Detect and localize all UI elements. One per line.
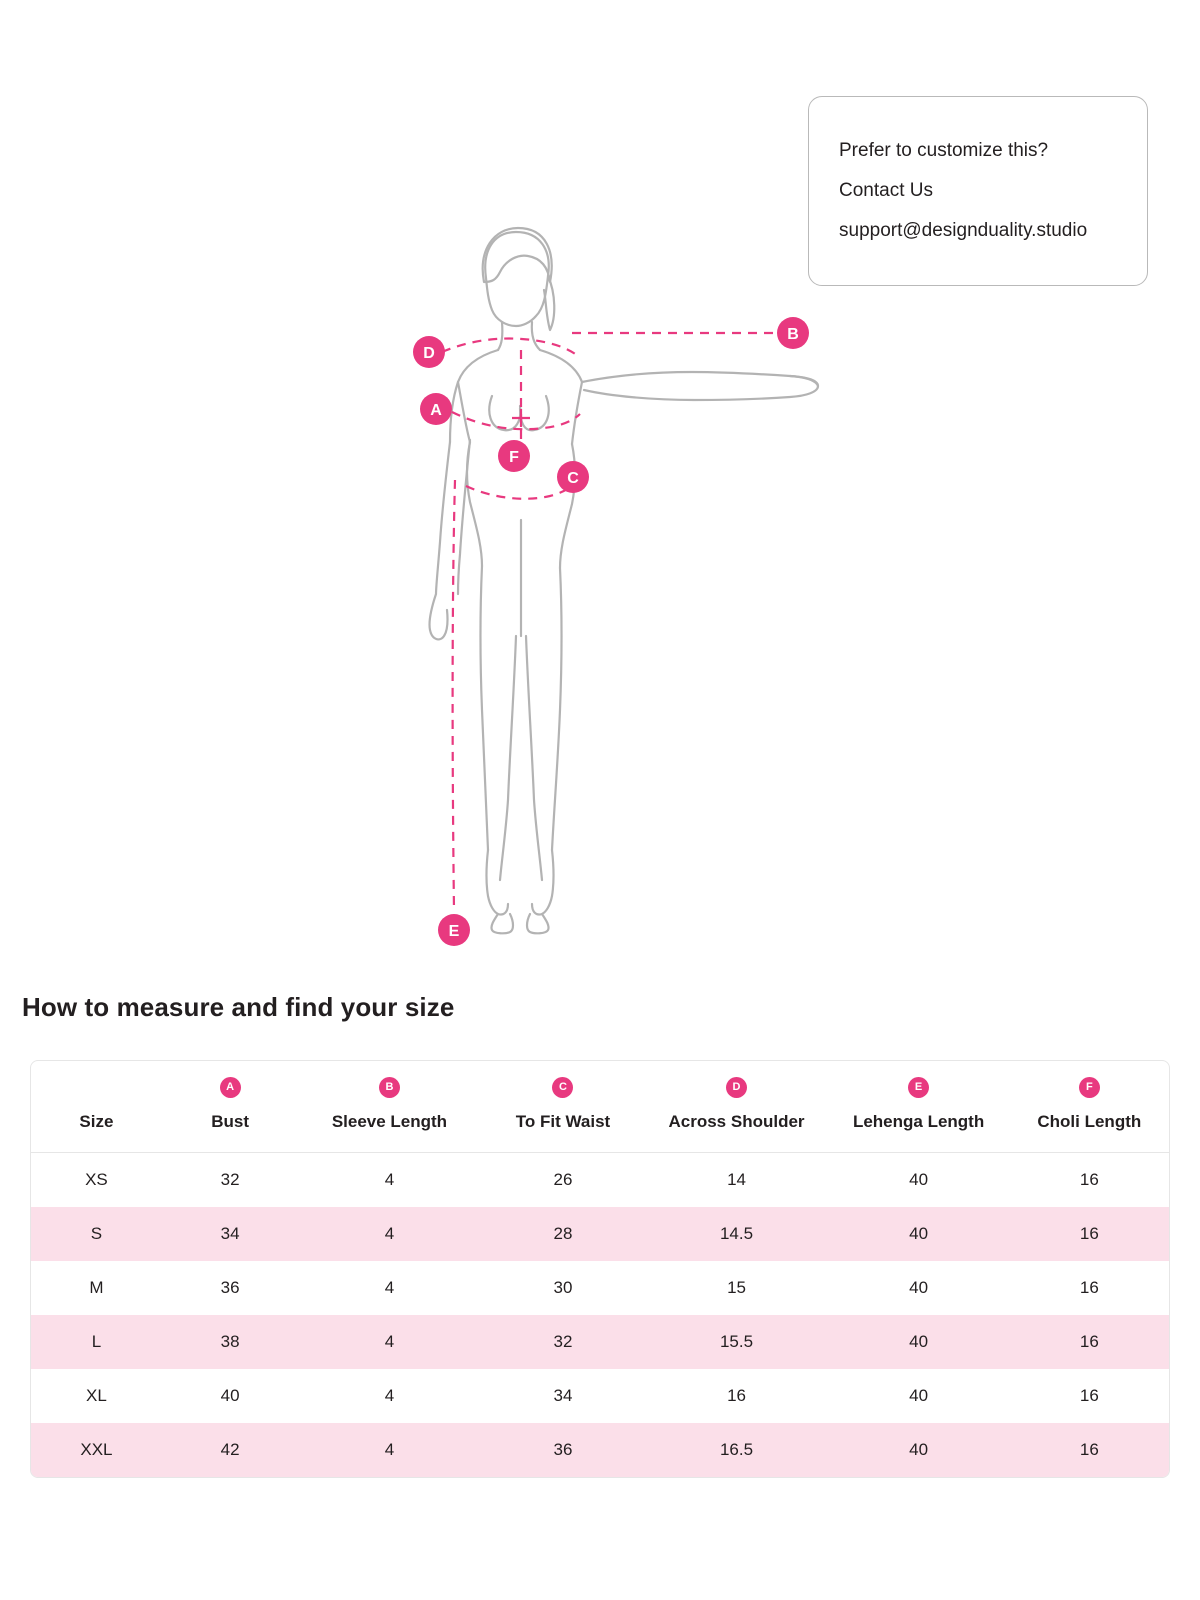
cell-bust: 40 [220, 1385, 240, 1405]
table-row [31, 1207, 1169, 1261]
cell-sleeve: 4 [384, 1169, 395, 1189]
cell-bust: 34 [220, 1223, 240, 1243]
table-row [31, 1369, 1169, 1423]
cell-sleeve: 4 [384, 1385, 395, 1405]
line-lehenga-length [453, 480, 455, 910]
size-table [31, 1061, 1169, 1477]
cell-lehenga: 40 [909, 1223, 929, 1243]
cell-choli: 16 [1079, 1385, 1099, 1405]
cell-shoulder: 16 [727, 1385, 746, 1405]
cell-bust: 36 [220, 1277, 240, 1297]
cell-size: XL [86, 1385, 107, 1405]
svg-text:F: F [509, 449, 519, 466]
marker-E [438, 914, 470, 946]
cell-sleeve: 4 [384, 1223, 395, 1243]
table-row [31, 1153, 1169, 1207]
col-to-fit-waist-label: To Fit Waist [515, 1112, 611, 1131]
col-lehenga-length [828, 1061, 1010, 1153]
table-body [31, 1153, 1169, 1477]
marker-A [420, 393, 452, 425]
table-header-row [31, 1061, 1169, 1153]
cell-size: S [90, 1223, 103, 1243]
cell-waist: 36 [553, 1439, 573, 1459]
svg-text:E: E [448, 923, 460, 940]
svg-text:C: C [567, 470, 579, 487]
cell-size: XXL [80, 1439, 113, 1459]
col-sleeve-length [298, 1061, 480, 1153]
marker-badges [413, 317, 809, 946]
badge-f-icon: F [1079, 1077, 1100, 1098]
marker-C [557, 461, 589, 493]
cell-choli: 16 [1079, 1169, 1099, 1189]
cell-waist: 32 [553, 1331, 573, 1351]
cell-shoulder: 15.5 [719, 1331, 754, 1351]
marker-F [498, 440, 530, 472]
col-across-shoulder [645, 1061, 827, 1153]
cell-shoulder: 16.5 [719, 1439, 754, 1459]
col-sleeve-length-label: Sleeve Length [331, 1112, 448, 1131]
cell-lehenga: 40 [909, 1439, 929, 1459]
col-size [31, 1061, 162, 1153]
badge-b-icon: B [379, 1077, 400, 1098]
col-to-fit-waist [480, 1061, 645, 1153]
badge-d-icon: D [726, 1077, 747, 1098]
customize-prompt: Prefer to customize this? [839, 140, 1049, 161]
cell-size: L [91, 1331, 102, 1351]
badge-e-icon: E [908, 1077, 929, 1098]
table-row [31, 1315, 1169, 1369]
cell-choli: 16 [1079, 1223, 1099, 1243]
col-size-label: Size [79, 1112, 114, 1131]
cell-waist: 28 [553, 1223, 573, 1243]
col-bust-label: Bust [211, 1112, 250, 1131]
cell-bust: 42 [220, 1439, 240, 1459]
marker-B [777, 317, 809, 349]
bust-center-cross-icon [512, 409, 530, 427]
cell-waist: 30 [553, 1277, 573, 1297]
cell-choli: 16 [1079, 1439, 1099, 1459]
cell-lehenga: 40 [909, 1277, 929, 1297]
col-across-shoulder-label: Across Shoulder [668, 1112, 805, 1131]
svg-text:B: B [787, 326, 799, 343]
marker-D [413, 336, 445, 368]
svg-text:A: A [430, 402, 442, 419]
cell-sleeve: 4 [384, 1439, 395, 1459]
figure-svg [0, 190, 1200, 970]
measurement-lines [442, 333, 778, 910]
size-table-container [30, 1060, 1170, 1478]
table-header [31, 1061, 1169, 1153]
col-bust [162, 1061, 299, 1153]
cell-sleeve: 4 [384, 1277, 395, 1297]
line-across-shoulder [442, 339, 580, 359]
line-waist [466, 484, 574, 499]
cell-lehenga: 40 [909, 1169, 929, 1189]
badge-a-icon: A [220, 1077, 241, 1098]
table-row [31, 1423, 1169, 1477]
cell-choli: 16 [1079, 1277, 1099, 1297]
cell-bust: 38 [220, 1331, 240, 1351]
col-choli-length-label: Choli Length [1037, 1112, 1142, 1131]
cell-shoulder: 14 [727, 1169, 746, 1189]
col-choli-length [1010, 1061, 1169, 1153]
cell-choli: 16 [1079, 1331, 1099, 1351]
cell-lehenga: 40 [909, 1385, 929, 1405]
cell-sleeve: 4 [384, 1331, 395, 1351]
svg-text:D: D [423, 345, 435, 362]
support-email[interactable]: support@designduality.studio [839, 220, 1088, 241]
cell-size: M [89, 1277, 104, 1297]
page-title: How to measure and find your size [22, 992, 455, 1022]
cell-waist: 34 [553, 1385, 573, 1405]
table-row [31, 1261, 1169, 1315]
measurement-diagram [0, 190, 1200, 970]
cell-waist: 26 [553, 1169, 573, 1189]
cell-bust: 32 [220, 1169, 240, 1189]
cell-shoulder: 14.5 [719, 1223, 754, 1243]
badge-c-icon: C [552, 1077, 573, 1098]
cell-size: XS [85, 1169, 108, 1189]
contact-us-label[interactable]: Contact Us [839, 180, 933, 201]
cell-shoulder: 15 [727, 1277, 746, 1297]
cell-lehenga: 40 [909, 1331, 929, 1351]
col-lehenga-length-label: Lehenga Length [852, 1112, 985, 1131]
